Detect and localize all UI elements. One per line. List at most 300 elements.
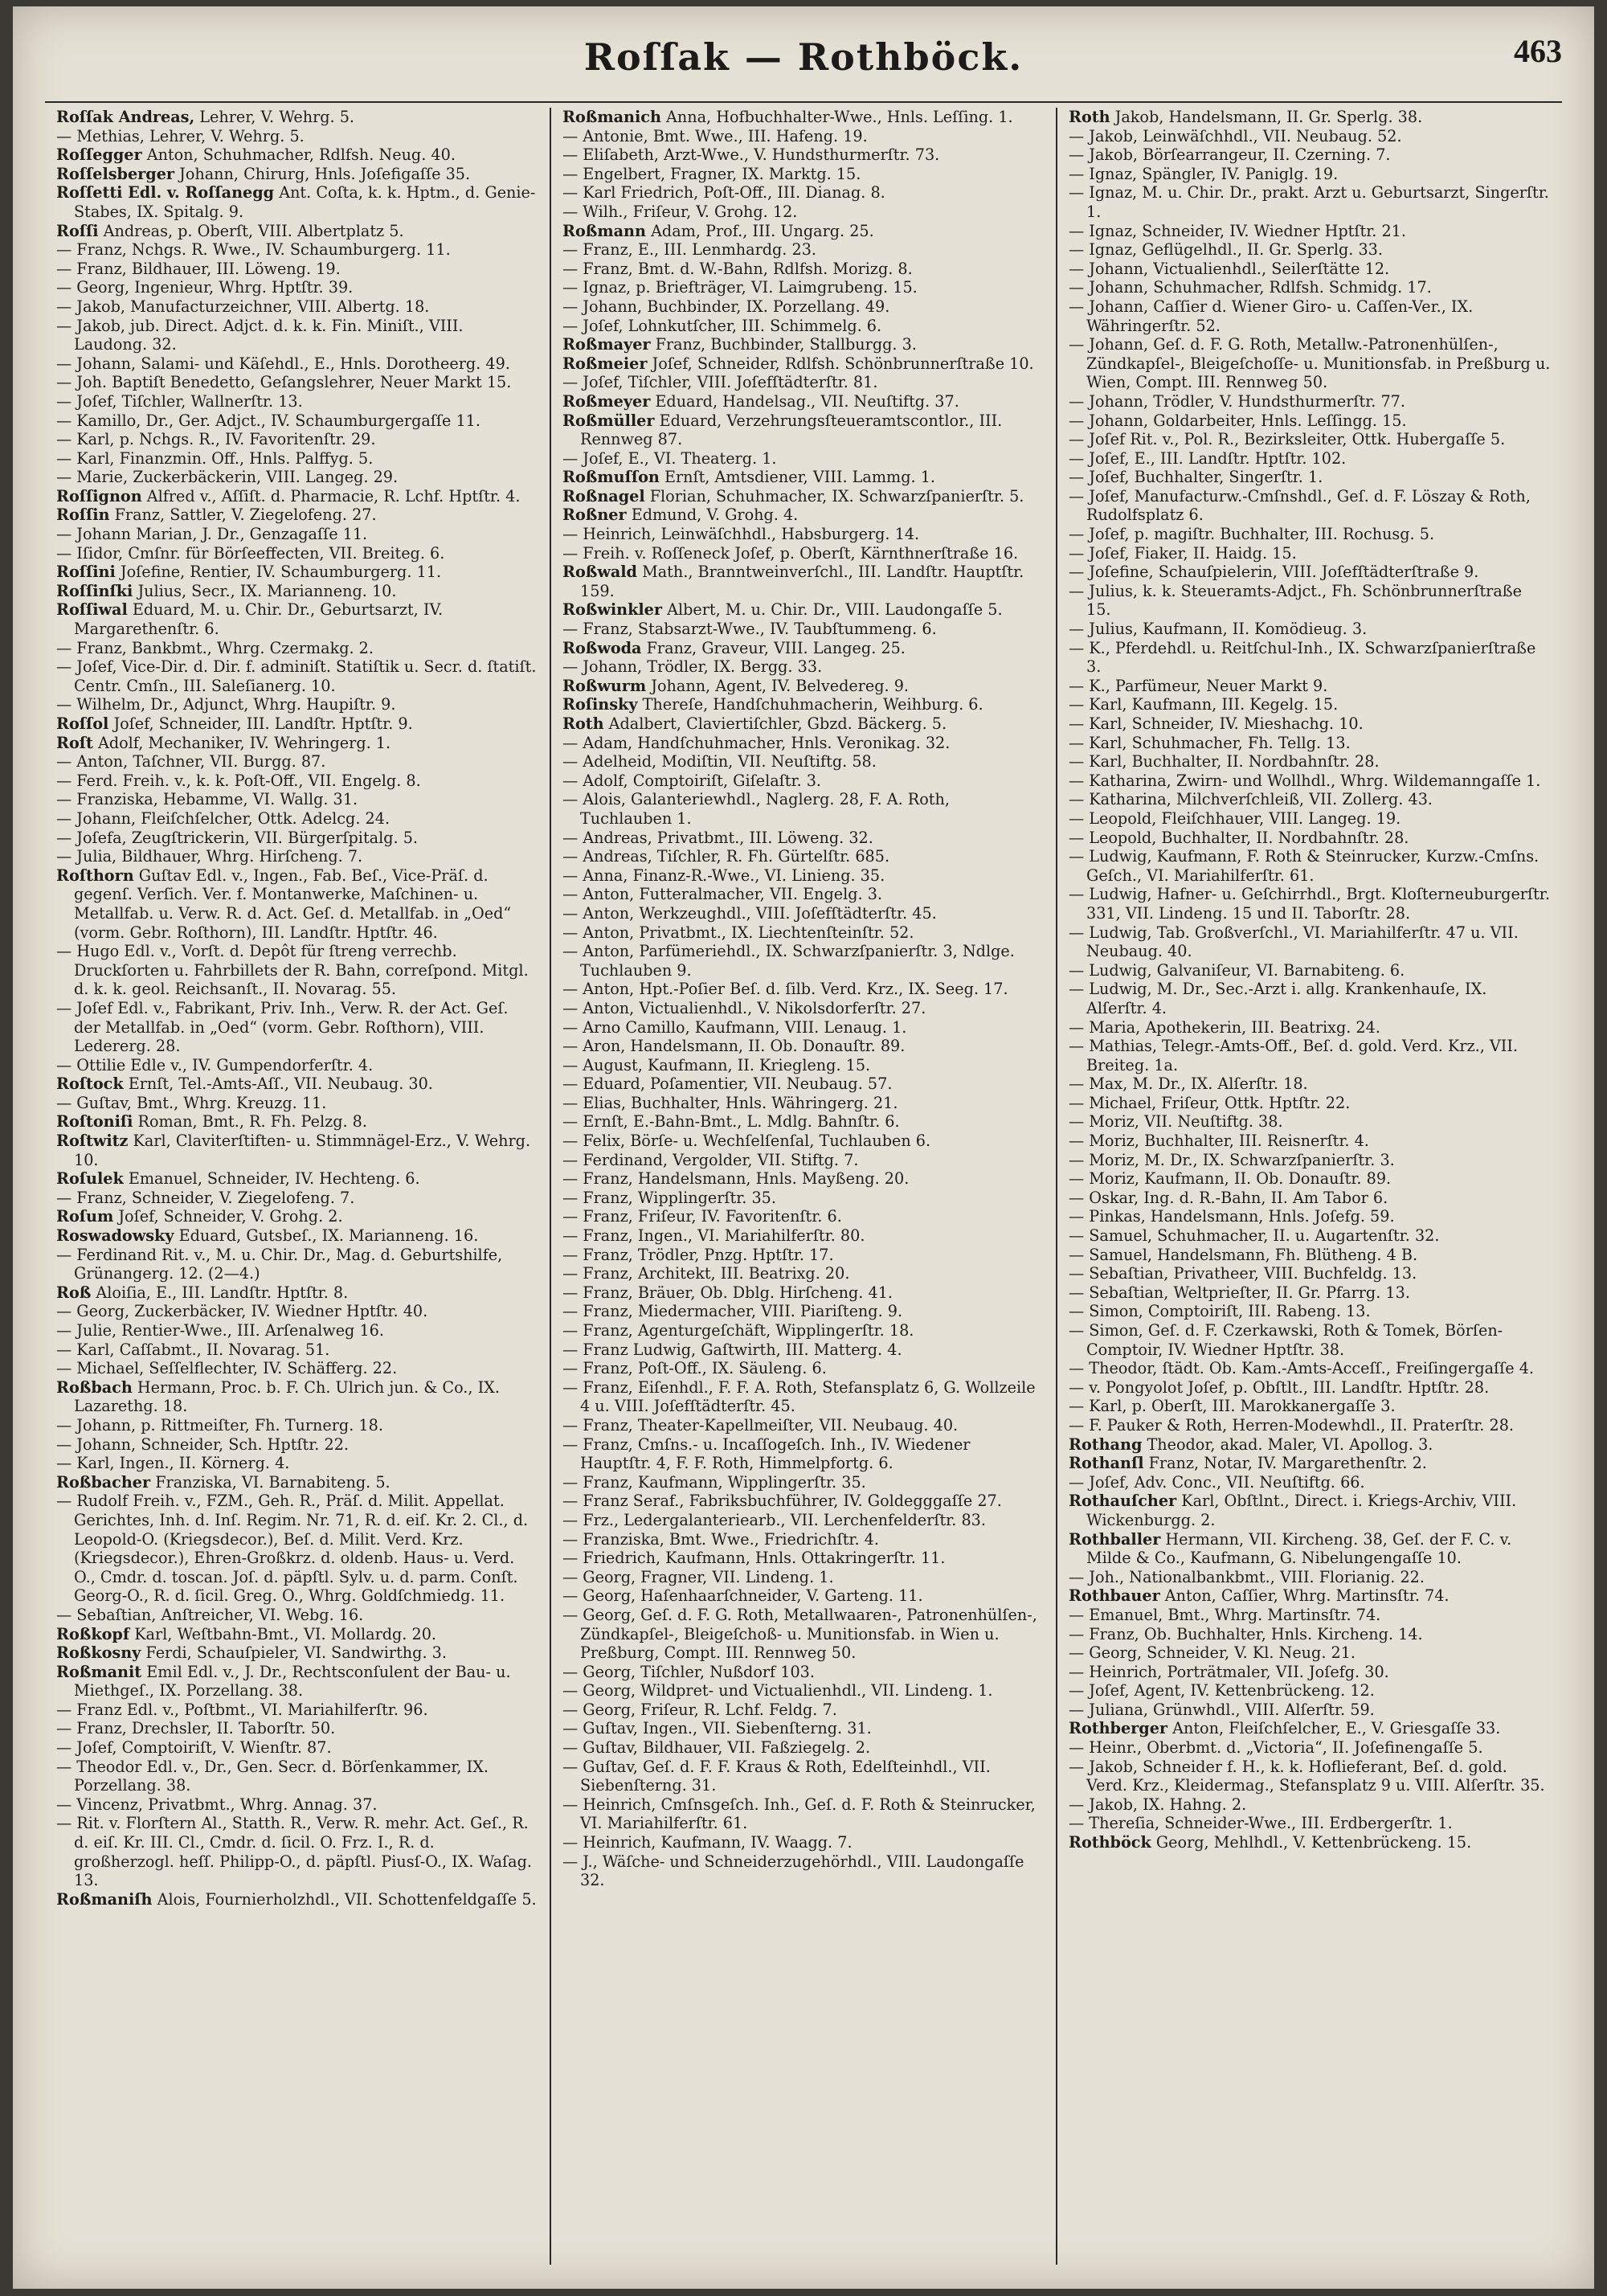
- directory-entry: [562, 525, 1045, 544]
- directory-entry: [1069, 1814, 1551, 1833]
- directory-entry: [1069, 1207, 1551, 1226]
- directory-entry: [562, 1681, 1045, 1701]
- entry-details: — Ludwig, Tab. Großverſchl., VI. Mariahilferſtr. 47 u. VII. Neubaug. 40.: [1069, 923, 1519, 961]
- entry-details: — Guſtav, Bmt., Whrg. Kreuzg. 11.: [56, 1093, 327, 1112]
- entry-surname: Roſtock: [56, 1074, 124, 1094]
- directory-entry: [562, 1112, 1045, 1132]
- directory-entry: [562, 1586, 1045, 1606]
- entry-details: — Anton, Werkzeughdl., VIII. Joſefſtädterſtr. 45.: [562, 903, 937, 923]
- directory-entry: [562, 1340, 1045, 1360]
- directory-entry: [562, 1302, 1045, 1321]
- directory-entry: [562, 297, 1045, 317]
- directory-entry: [562, 145, 1045, 165]
- directory-page: [13, 6, 1594, 2289]
- entry-details: — Katharina, Zwirn- und Wollhdl., Whrg. Wildemanngaſſe 1.: [1069, 771, 1541, 790]
- entry-details: Edmund, V. Grohg. 4.: [626, 505, 799, 525]
- directory-entry: [562, 505, 1045, 525]
- entry-details: Andreas, p. Oberſt, VIII. Albertplatz 5.: [98, 221, 404, 240]
- entry-details: — Anton, Hpt.-Poſier Beſ. d. ſilb. Verd. Krz., IX. Seeg. 17.: [562, 980, 1008, 999]
- entry-details: — Karl, Kaufmann, III. Kegelg. 15.: [1069, 695, 1339, 714]
- directory-entry: [1069, 1397, 1551, 1416]
- entry-details: — Andreas, Tiſchler, R. Fh. Gürtelſtr. 685.: [562, 847, 890, 866]
- directory-entry: [56, 1814, 538, 1889]
- entry-details: — Georg, Tiſchler, Nußdorf 103.: [562, 1662, 815, 1681]
- directory-entry: [562, 829, 1045, 848]
- directory-entry: [56, 1606, 538, 1625]
- entry-details: — Maria, Apothekerin, III. Beatrixg. 24.: [1069, 1017, 1380, 1037]
- directory-entry: [56, 487, 538, 506]
- entry-details: — Joſef, Lohnkutſcher, III. Schimmelg. 6.: [562, 316, 882, 335]
- entry-details: Eduard, Gutsbeſ., IX. Marianneng. 16.: [174, 1226, 479, 1246]
- directory-entry: [56, 1663, 538, 1701]
- directory-entry: [1069, 695, 1551, 714]
- entry-details: — Jakob, Börſearrangeur, II. Czerning. 7.: [1069, 145, 1391, 165]
- directory-entry: [562, 1738, 1045, 1758]
- directory-entry: [1069, 677, 1551, 696]
- directory-entry: [562, 1511, 1045, 1530]
- entry-details: — Simon, Comptoiriſt, III. Rabeng. 13.: [1069, 1302, 1371, 1321]
- directory-entry: [562, 335, 1045, 354]
- directory-entry: [56, 183, 538, 221]
- entry-details: — Joſef, Agent, IV. Kettenbrückeng. 12.: [1069, 1681, 1375, 1701]
- directory-entry: [562, 942, 1045, 980]
- entry-details: — Heinrich, Leinwäſchhdl., Habsburgerg. 14.: [562, 525, 920, 544]
- entry-details: — Antonie, Bmt. Wwe., III. Hafeng. 19.: [562, 126, 868, 145]
- entry-details: Adalbert, Claviertiſchler, Gbzd. Bäckerg. 5.: [603, 714, 947, 733]
- entry-details: — Karl, Schuhmacher, Fh. Tellg. 13.: [1069, 733, 1351, 752]
- entry-details: Theodor, akad. Maler, VI. Apollog. 3.: [1142, 1434, 1433, 1454]
- entry-details: — Katharina, Milchverſchleiß, VII. Zollerg. 43.: [1069, 790, 1433, 809]
- entry-details: — Jakob, IX. Hahng. 2.: [1069, 1795, 1247, 1814]
- entry-surname: Roſſol: [56, 714, 109, 733]
- directory-entry: [56, 240, 538, 260]
- entry-details: — Heinrich, Porträtmaler, VII. Joſefg. 30.: [1069, 1662, 1389, 1681]
- entry-details: Georg, Mehlhdl., V. Kettenbrückeng. 15.: [1151, 1833, 1472, 1852]
- directory-entry: [1069, 449, 1551, 469]
- entry-details: — Ottilie Edle v., IV. Gumpendorferſtr. 4.: [56, 1055, 374, 1074]
- directory-entry: [56, 1758, 538, 1795]
- directory-entry: [56, 525, 538, 544]
- directory-entry: [562, 1568, 1045, 1587]
- directory-entry: [56, 582, 538, 601]
- directory-entry: [562, 1169, 1045, 1189]
- directory-entry: [1069, 1625, 1551, 1644]
- directory-entry: [562, 240, 1045, 260]
- directory-entry: [1069, 734, 1551, 753]
- directory-entry: [56, 468, 538, 487]
- entry-details: — Ludwig, Kaufmann, F. Roth & Steinrucker, Kurzw.-Cmſns. Geſch., VI. Mariahilferſtr. 61.: [1069, 847, 1540, 885]
- entry-surname: Roßnagel: [562, 486, 645, 505]
- directory-entry: [56, 809, 538, 829]
- entry-details: Albert, M. u. Chir. Dr., VIII. Laudongaſſe 5.: [661, 600, 1003, 620]
- entry-surname: Roßmüller: [562, 411, 655, 430]
- entry-details: — Anton, Parfümeriehdl., IX. Schwarzſpanierſtr. 3, Ndlge. Tuchlauben 9.: [562, 942, 1015, 980]
- entry-details: — Heinr., Oberbmt. d. „Victoria“, II. Joſefinengaſſe 5.: [1069, 1738, 1483, 1758]
- entry-details: — Hugo Edl. v., Vorſt. d. Depôt für ſtreng verrechb. Druckſorten u. Fahrbillets der R. Bahn, correſpond. Mitgl. d. k. k. geol. Reichsanſt., II. Novarag. 55.: [56, 942, 529, 999]
- directory-entry: [562, 999, 1045, 1018]
- entry-details: Lehrer, V. Wehrg. 5.: [194, 108, 355, 126]
- page-title: Roſſak — Rothböck.: [583, 35, 1024, 79]
- entry-details: Hermann, Proc. b. F. Ch. Ulrich jun. & Co., IX. Lazarethg. 18.: [74, 1377, 500, 1416]
- entry-details: — Methias, Lehrer, V. Wehrg. 5.: [56, 126, 305, 145]
- directory-entry: [1069, 108, 1551, 127]
- entry-surname: Rothballer: [1069, 1529, 1161, 1549]
- entry-details: — Heinrich, Cmſnsgeſch. Inh., Geſ. d. F. Roth & Steinrucker, VI. Mariahilferſtr. 61.: [562, 1795, 1036, 1833]
- directory-entry: [562, 183, 1045, 203]
- directory-entry: [1069, 582, 1551, 620]
- entry-details: — Guſtav, Ingen., VII. Siebenſterng. 31.: [562, 1719, 872, 1738]
- directory-entry: [56, 1302, 538, 1321]
- directory-entry: [562, 1663, 1045, 1682]
- directory-entry: [56, 1112, 538, 1132]
- entry-details: — Franz, Nchgs. R. Wwe., IV. Schaumburgerg. 11.: [56, 240, 451, 260]
- directory-entry: [1069, 1094, 1551, 1113]
- entry-surname: Roßwurm: [562, 676, 647, 695]
- entry-details: — Joſef, Comptoiriſt, V. Wienſtr. 87.: [56, 1738, 332, 1758]
- entry-details: — Elias, Buchhalter, Hnls. Währingerg. 21.: [562, 1093, 898, 1112]
- entry-details: — Anton, Taſchner, VII. Burgg. 87.: [56, 752, 326, 771]
- entry-surname: Roßmaniſh: [56, 1889, 153, 1909]
- entry-surname: Rothang: [1069, 1434, 1143, 1454]
- directory-entry: [56, 1132, 538, 1169]
- directory-entry: [1069, 1681, 1551, 1701]
- directory-entry: [1069, 430, 1551, 449]
- entry-details: — Franz, Ingen., VI. Mariahilferſtr. 80.: [562, 1226, 865, 1246]
- directory-entry: [1069, 1416, 1551, 1435]
- directory-entry: [56, 297, 538, 317]
- entry-details: — Franz, Kaufmann, Wipplingerſtr. 35.: [562, 1472, 866, 1492]
- entry-details: — Eliſabeth, Arzt-Wwe., V. Hundsthurmerſtr. 73.: [562, 145, 940, 165]
- directory-entry: [562, 108, 1045, 127]
- entry-details: Anton, Schuhmacher, Rdlfsh. Neug. 40.: [141, 145, 456, 165]
- directory-entry: [562, 1492, 1045, 1511]
- directory-entry: [56, 544, 538, 563]
- entry-details: Emil Edl. v., J. Dr., Rechtsconſulent der Bau- u. Miethgeſ., IX. Porzellang. 38.: [74, 1662, 511, 1701]
- entry-surname: Roßwinkler: [562, 600, 662, 620]
- directory-entry: [1069, 525, 1551, 544]
- entry-surname: Roßmanit: [56, 1662, 142, 1681]
- page-number: 463: [1514, 33, 1562, 69]
- entry-details: Eduard, Handelsag., VII. Neuſtiftg. 37.: [650, 391, 959, 411]
- entry-surname: Rothauſcher: [1069, 1492, 1177, 1511]
- directory-entry: [56, 1454, 538, 1473]
- directory-entry: [56, 1359, 538, 1378]
- directory-entry: [1069, 885, 1551, 923]
- entry-details: — Moriz, M. Dr., IX. Schwarzſpanierſtr. 3.: [1069, 1150, 1395, 1169]
- directory-entry: [562, 771, 1045, 791]
- directory-entry: [56, 1169, 538, 1189]
- entry-details: Ernſt, Amtsdiener, VIII. Lammg. 1.: [659, 468, 935, 487]
- directory-entry: [56, 392, 538, 411]
- entry-details: — Rit. v. Florſtern Al., Statth. R., Verw. R. mehr. Act. Geſ., R. d. eiſ. Kr. III. Cl., Cmdr. d. ſicil. O. Frz. I., R. d. großherzogl. heſſ. Philipp-O., d. päpſtl. Piusſ-O., IX. Waſag. 13.: [56, 1814, 532, 1890]
- directory-entry: [562, 714, 1045, 734]
- entry-details: — Joſef, Tiſchler, VIII. Joſefſtädterſtr. 81.: [562, 373, 878, 392]
- entry-details: — Max, M. Dr., IX. Alſerſtr. 18.: [1069, 1074, 1308, 1094]
- entry-details: — Theodor, ſtädt. Ob. Kam.-Amts-Acceſſ., Freiſingergaſſe 4.: [1069, 1359, 1535, 1378]
- entry-details: — Joſef, Tiſchler, Wallnerſtr. 13.: [56, 391, 303, 411]
- directory-entry: [562, 392, 1045, 411]
- directory-entry: [562, 563, 1045, 600]
- entry-details: — Franz Seraf., Fabriksbuchführer, IV. Goldegggaſſe 27.: [562, 1492, 1002, 1511]
- directory-entry: [1069, 620, 1551, 639]
- entry-details: — Jakob, Schneider f. H., k. k. Hoflieferant, Beſ. d. gold. Verd. Krz., Kleidermag., Stefansplatz 9 u. VIII. Alſerſtr. 35.: [1069, 1757, 1545, 1795]
- entry-details: Joſef, Schneider, III. Landſtr. Hptſtr. 9.: [108, 714, 413, 733]
- entry-details: Emanuel, Schneider, IV. Hechteng. 6.: [123, 1169, 420, 1189]
- directory-entry: [56, 127, 538, 146]
- entry-details: — Vincenz, Privatbmt., Whrg. Annag. 37.: [56, 1795, 378, 1814]
- entry-surname: Roſinsky: [562, 695, 638, 714]
- directory-entry: [562, 1378, 1045, 1416]
- entry-details: — Johann, Goldarbeiter, Hnls. Leſſingg. 15.: [1069, 411, 1407, 430]
- directory-entry: [56, 695, 538, 714]
- entry-details: — Franz, Bräuer, Ob. Dblg. Hirſcheng. 41.: [562, 1283, 893, 1302]
- directory-entry: [1069, 1795, 1551, 1815]
- entry-details: — Kamillo, Dr., Ger. Adjct., IV. Schaumburgergaſſe 11.: [56, 411, 480, 430]
- entry-details: — Franz, Poſt-Off., IX. Säuleng. 6.: [562, 1359, 827, 1378]
- directory-entry: [562, 317, 1045, 336]
- entry-surname: Roßwoda: [562, 638, 642, 657]
- directory-entry: [1069, 1454, 1551, 1473]
- directory-entry: [56, 1094, 538, 1113]
- entry-surname: Roßkosny: [56, 1643, 141, 1663]
- directory-entry: [56, 847, 538, 866]
- directory-entry: [562, 1719, 1045, 1738]
- directory-entry: [1069, 1568, 1551, 1587]
- entry-surname: Roß: [56, 1283, 92, 1302]
- directory-entry: [1069, 1283, 1551, 1303]
- entry-details: — Karl, Schneider, IV. Mieshachg. 10.: [1069, 714, 1364, 733]
- entry-details: — Joh., Nationalbankbmt., VIII. Florianig. 22.: [1069, 1567, 1425, 1586]
- directory-entry: [562, 1189, 1045, 1208]
- directory-entry: [1069, 639, 1551, 677]
- directory-entry: [56, 600, 538, 638]
- entry-details: — August, Kaufmann, II. Kriegleng. 15.: [562, 1055, 871, 1074]
- directory-entry: [1069, 222, 1551, 241]
- directory-entry: [562, 1226, 1045, 1246]
- entry-details: — Johann, Schneider, Sch. Hptſtr. 22.: [56, 1434, 349, 1454]
- entry-details: — Rudolf Freih. v., FZM., Geh. R., Präſ. d. Milit. Appellat. Gerichtes, Inh. d. Inſ. Regim. Nr. 71, R. d. eiſ. Kr. 2. Cl., d. Leopold-O. (Kriegsdecor.), Beſ. d. Milit. Verd. Krz. (Kriegsdecor.), Ehren-Großkrz. d. oldenb. Haus- u. Verd. O., Cmdr. d. toscan. Joſ. d. päpſtl. Sylv. u. d. parm. Conſt. Georg-O., R. d. ſicil. Greg. O., Whrg. Goldſchmiedg. 11.: [56, 1492, 529, 1606]
- directory-entry: [1069, 260, 1551, 279]
- directory-entry: [56, 1492, 538, 1606]
- entry-details: — J., Wäſche- und Schneiderzugehörhdl., VIII. Laudongaſſe 32.: [562, 1852, 1024, 1890]
- entry-details: — Ludwig, Galvaniſeur, VI. Barnabiteng. 6.: [1069, 960, 1405, 980]
- directory-entry: [562, 468, 1045, 487]
- directory-entry: [56, 1207, 538, 1226]
- entry-details: — Georg, Haſenhaarſchneider, V. Garteng. 11.: [562, 1586, 923, 1606]
- entry-details: — Franz, Stabsarzt-Wwe., IV. Taubſtummeng. 6.: [562, 620, 937, 639]
- entry-details: — Julius, k. k. Steueramts-Adjct., Fh. Schönbrunnerſtraße 15.: [1069, 581, 1522, 620]
- directory-entry: [1069, 809, 1551, 829]
- directory-entry: [562, 847, 1045, 866]
- directory-entry: [1069, 1606, 1551, 1625]
- entry-surname: Roſtoniſi: [56, 1112, 133, 1132]
- directory-entry: [562, 544, 1045, 563]
- entry-details: — Johann, Trödler, IX. Bergg. 33.: [562, 657, 823, 677]
- entry-details: Karl, Claviterſtiften- u. Stimmnägel-Erz., V. Wehrg. 10.: [74, 1132, 531, 1169]
- entry-details: — Karl, Caſſabmt., II. Novarag. 51.: [56, 1340, 330, 1359]
- entry-surname: Roßkopf: [56, 1624, 130, 1643]
- column-2: [551, 108, 1057, 2265]
- entry-details: — Franz Edl. v., Poſtbmt., VI. Mariahilferſtr. 96.: [56, 1700, 428, 1719]
- directory-entry: [56, 411, 538, 431]
- directory-entry: [562, 203, 1045, 222]
- entry-details: Franz, Buchbinder, Stallburgg. 3.: [650, 335, 917, 354]
- entry-details: — v. Pongyolot Joſef, p. Obſtlt., III. Landſtr. Hptſtr. 28.: [1069, 1377, 1490, 1397]
- directory-entry: [1069, 980, 1551, 1017]
- entry-details: — Engelbert, Fragner, IX. Marktg. 15.: [562, 164, 861, 183]
- entry-details: Franziska, VI. Barnabiteng. 5.: [150, 1472, 391, 1492]
- entry-details: — Franz, Agenturgeſchäft, Wipplingerſtr. 18.: [562, 1321, 914, 1340]
- entry-details: — Franz, Bildhauer, III. Löweng. 19.: [56, 259, 341, 278]
- entry-details: Hermann, VII. Kircheng. 38, Geſ. der F. C. v. Milde & Co., Kaufmann, G. Nibelungengaſſe 10.: [1086, 1529, 1512, 1568]
- directory-entry: [1069, 544, 1551, 563]
- entry-surname: Roth: [562, 714, 604, 733]
- directory-entry: [1069, 1018, 1551, 1037]
- entry-details: — Joſef, Manufacturw.-Cmſnshdl., Geſ. d. F. Löszay & Roth, Rudolfsplatz 6.: [1069, 486, 1531, 525]
- entry-details: Jakob, Handelsmann, II. Gr. Sperlg. 38.: [1110, 108, 1423, 126]
- entry-details: — Sebaſtian, Privatheer, VIII. Buchfeldg. 13.: [1069, 1264, 1417, 1283]
- entry-details: — Jakob, jub. Direct. Adjct. d. k. k. Fin. Miniſt., VIII. Laudong. 32.: [56, 316, 464, 354]
- directory-entry: [1069, 165, 1551, 184]
- entry-details: — Joſef, Buchhalter, Singerſtr. 1.: [1069, 468, 1323, 487]
- entry-surname: Roßmann: [562, 221, 646, 240]
- entry-details: Aloiſia, E., III. Landſtr. Hptſtr. 8.: [91, 1283, 349, 1302]
- entry-details: — Joſef, p. magiſtr. Buchhalter, III. Rochusg. 5.: [1069, 525, 1435, 544]
- entry-details: — Franz, Wipplingerſtr. 35.: [562, 1188, 776, 1207]
- entry-details: — Johann, Fleiſchſelcher, Ottk. Adelcg. 24.: [56, 808, 391, 828]
- entry-details: — Freih. v. Roſſeneck Joſef, p. Oberſt, Kärnthnerſtraße 16.: [562, 543, 1019, 563]
- entry-details: — Franz, Trödler, Pnzg. Hptſtr. 17.: [562, 1245, 834, 1264]
- entry-details: — Anton, Victualienhdl., V. Nikolsdorferſtr. 27.: [562, 998, 926, 1017]
- entry-details: Anton, Fleiſchſelcher, E., V. Griesgaſſe 33.: [1167, 1719, 1501, 1738]
- entry-details: — Simon, Geſ. d. F. Czerkawski, Roth & Tomek, Börſen-Comptoir, IV. Wiedner Hptſtr. 38.: [1069, 1321, 1503, 1359]
- directory-entry: [1069, 961, 1551, 980]
- entry-details: — Karl, Finanzmin. Off., Hnls. Palffyg. 5.: [56, 448, 374, 468]
- directory-entry: [562, 1359, 1045, 1378]
- entry-details: — Michael, Seſſelflechter, IV. Schäfferg. 22.: [56, 1359, 398, 1378]
- directory-entry: [562, 1132, 1045, 1151]
- entry-details: — Pinkas, Handelsmann, Hnls. Joſefg. 59.: [1069, 1207, 1395, 1226]
- directory-entry: [562, 1246, 1045, 1265]
- entry-surname: Rothberger: [1069, 1719, 1168, 1738]
- directory-entry: [562, 1056, 1045, 1075]
- entry-surname: Rothanſl: [1069, 1454, 1144, 1473]
- directory-entry: [1069, 829, 1551, 848]
- entry-details: Eduard, Verzehrungsſteueramtscontlor., III. Rennweg 87.: [580, 411, 1003, 449]
- entry-details: — Johann, Buchbinder, IX. Porzellang. 49.: [562, 297, 890, 316]
- directory-entry: [1069, 1169, 1551, 1189]
- entry-details: — Ignaz, Schneider, IV. Wiedner Hptſtr. 21.: [1069, 221, 1406, 240]
- directory-entry: [562, 734, 1045, 753]
- entry-details: — Frz., Ledergalanteriearb., VII. Lerchenfelderſtr. 83.: [562, 1510, 986, 1529]
- entry-details: — Franz, Cmſns.- u. Incaſſogeſch. Inh., IV. Wiedener Hauptſtr. 4, F. F. Roth, Himmelpfortg. 6.: [562, 1434, 971, 1473]
- entry-details: — Johann, Victualienhdl., Seilerſtätte 12.: [1069, 259, 1390, 278]
- directory-entry: [562, 165, 1045, 184]
- directory-entry: [562, 1207, 1045, 1226]
- column-1: [45, 108, 551, 2265]
- directory-entry: [56, 790, 538, 809]
- entry-details: — Oskar, Ing. d. R.-Bahn, II. Am Tabor 6.: [1069, 1188, 1388, 1207]
- entry-details: — Joſef, E., III. Landſtr. Hptſtr. 102.: [1069, 448, 1347, 468]
- directory-entry: [56, 942, 538, 999]
- directory-entry: [562, 260, 1045, 279]
- directory-entry: [56, 260, 538, 279]
- directory-entry: [562, 1018, 1045, 1037]
- directory-entry: [56, 1643, 538, 1663]
- directory-entry: [1069, 1189, 1551, 1208]
- entry-details: — Johann, Schuhmacher, Rdlfsh. Schmidg. 17.: [1069, 278, 1432, 297]
- directory-entry: [1069, 1302, 1551, 1321]
- entry-details: Julius, Secr., IX. Marianneng. 10.: [133, 581, 397, 600]
- directory-entry: [562, 1151, 1045, 1170]
- directory-entry: [562, 677, 1045, 696]
- directory-entry: [56, 1738, 538, 1758]
- entry-details: — Samuel, Handelsmann, Fh. Blütheng. 4 B.: [1069, 1245, 1418, 1264]
- directory-entry: [562, 1473, 1045, 1492]
- entry-details: — Eduard, Poſamentier, VII. Neubaug. 57.: [562, 1074, 893, 1094]
- directory-entry: [1069, 1643, 1551, 1663]
- entry-details: — Ludwig, Hafner- u. Geſchirrhdl., Brgt. Kloſterneuburgerſtr. 331, VII. Lindeng. 15 und II. Taborſtr. 28.: [1069, 885, 1550, 923]
- directory-entry: [56, 505, 538, 525]
- entry-details: Joſef, Schneider, V. Grohg. 2.: [113, 1207, 343, 1226]
- entry-details: — Joſef, Adv. Conc., VII. Neuſtiftg. 66.: [1069, 1472, 1365, 1492]
- directory-entry: [56, 734, 538, 753]
- directory-entry: [56, 1283, 538, 1303]
- directory-entry: [1069, 145, 1551, 165]
- entry-details: — Ignaz, Spängler, IV. Paniglg. 19.: [1069, 164, 1339, 183]
- directory-entry: [562, 923, 1045, 943]
- entry-details: — Jakob, Leinwäſchhdl., VII. Neubaug. 52.: [1069, 126, 1402, 145]
- directory-entry: [562, 1549, 1045, 1568]
- directory-entry: [56, 752, 538, 771]
- directory-entry: [56, 1189, 538, 1208]
- entry-details: — Ignaz, p. Briefträger, VI. Laimgrubeng. 15.: [562, 278, 918, 297]
- entry-surname: Roßbach: [56, 1377, 133, 1397]
- directory-entry: [562, 904, 1045, 923]
- columns: [45, 108, 1562, 2265]
- directory-entry: [1069, 1663, 1551, 1682]
- entry-surname: Roſt: [56, 733, 93, 752]
- entry-details: — Ludwig, M. Dr., Sec.-Arzt i. allg. Krankenhauſe, IX. Alſerſtr. 4.: [1069, 980, 1487, 1017]
- directory-entry: [56, 1226, 538, 1246]
- entry-details: — Franz, Ob. Buchhalter, Hnls. Kircheng. 14.: [1069, 1624, 1423, 1643]
- entry-surname: Roſſak Andreas,: [56, 108, 195, 126]
- entry-details: — Moriz, Kaufmann, II. Ob. Donauſtr. 89.: [1069, 1169, 1392, 1189]
- entry-details: Joſefine, Rentier, IV. Schaumburgerg. 11.: [115, 563, 442, 582]
- directory-entry: [1069, 847, 1551, 885]
- directory-entry: [1069, 392, 1551, 411]
- entry-details: — Adelheid, Modiſtin, VII. Neuſtiftg. 58.: [562, 752, 877, 771]
- entry-surname: Roſſin: [56, 505, 110, 525]
- directory-entry: [562, 487, 1045, 506]
- directory-entry: [562, 1758, 1045, 1795]
- directory-entry: [1069, 240, 1551, 260]
- entry-surname: Roſſinſki: [56, 581, 133, 600]
- directory-entry: [56, 1074, 538, 1094]
- directory-entry: [56, 449, 538, 469]
- entry-surname: Roſthorn: [56, 866, 134, 885]
- directory-entry: [56, 373, 538, 392]
- directory-entry: [562, 222, 1045, 241]
- entry-surname: Roßmayer: [562, 335, 651, 354]
- directory-entry: [562, 866, 1045, 886]
- directory-entry: [56, 866, 538, 942]
- entry-details: — Ferdinand Rit. v., M. u. Chir. Dr., Mag. d. Geburtshilfe, Grünangerg. 12. (2—4.): [56, 1245, 503, 1283]
- entry-surname: Roßner: [562, 505, 627, 525]
- page-header: [13, 21, 1594, 85]
- entry-details: — Johann, Geſ. d. F. G. Roth, Metallw.-Patronenhülſen-, Zündkapſel-, Bleigeſchoſſe- u. Munitionsfab. in Preßburg u. Wien, Compt. III. Rennweg 50.: [1069, 335, 1551, 392]
- directory-entry: [562, 639, 1045, 658]
